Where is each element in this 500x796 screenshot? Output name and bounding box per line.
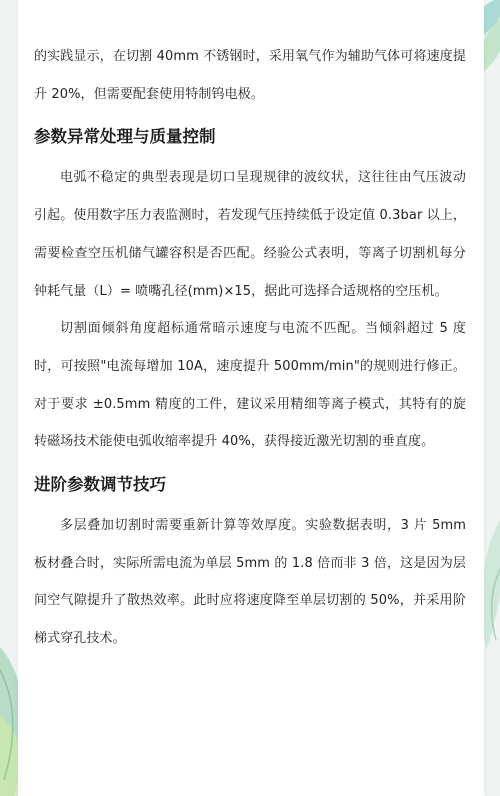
paragraph-arc-instability: 电弧不稳定的典型表现是切口呈现规律的波纹状，这往往由气压波动引起。使用数字压力表监测时，若发现气压持续低于设定值 0.3bar 以上，需要检查空压机储气罐容积是否匹配。经验公式表明，等离子切割机每分钟耗气量（L）= 喷嘴孔径(mm)×15，据此可选择合适规格的空压机。	[34, 170, 466, 299]
section-heading-anomaly: 参数异常处理与质量控制	[34, 127, 216, 147]
paragraph-intro: 的实践显示，在切割 40mm 不锈钢时，采用氧气作为辅助气体可将速度提升 20%，但需要配套使用特制钨电极。	[34, 49, 466, 102]
article-body	[34, 38, 466, 658]
paragraph-multilayer: 多层叠加切割时需要重新计算等效厚度。实验数据表明，3 片 5mm 板材叠合时，实际所需电流为单层 5mm 的 1.8 倍而非 3 倍，这是因为层间空气隙提升了散热效率。此时应将速度降至单层切割的 50%，并采用阶梯式穿孔技术。	[34, 518, 466, 647]
section-heading-advanced: 进阶参数调节技巧	[34, 475, 166, 495]
document-page	[18, 0, 484, 796]
paragraph-tilt-angle: 切割面倾斜角度超标通常暗示速度与电流不匹配。当倾斜超过 5 度时，可按照"电流每增加 10A，速度提升 500mm/min"的规则进行修正。对于要求 ±0.5mm 精度的工件，建议采用精细等离子模式，其特有的旋转磁场技术能使电弧收缩率提升 40%，获得接近激光切割的垂直度。	[34, 321, 466, 450]
